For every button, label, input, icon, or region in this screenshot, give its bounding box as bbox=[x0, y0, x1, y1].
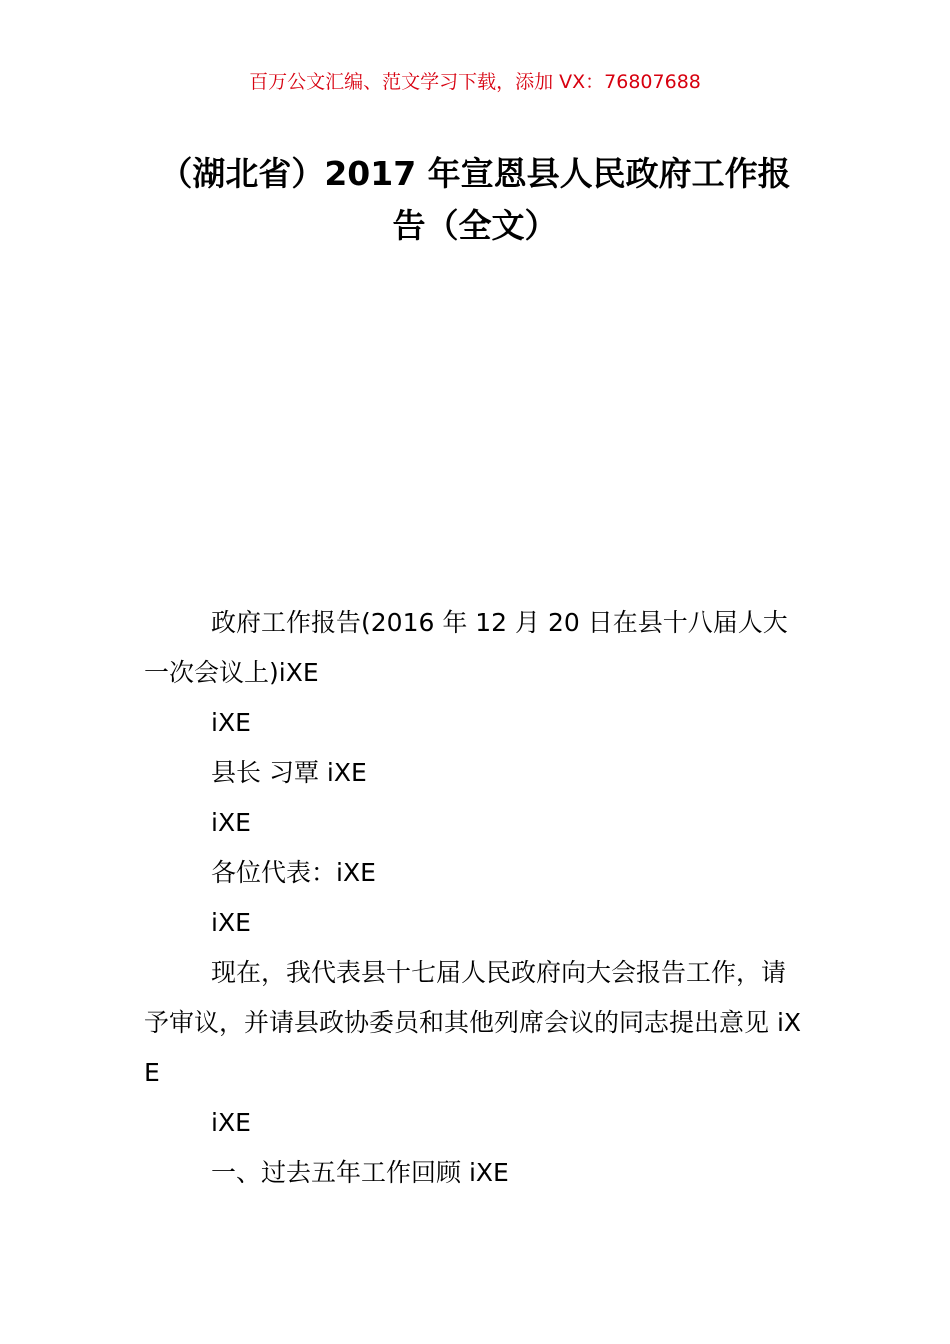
paragraph: iXE bbox=[211, 908, 251, 937]
paragraph: iXE bbox=[211, 1108, 251, 1137]
document-title-line-1: （湖北省）2017 年宣恩县人民政府工作报 bbox=[159, 154, 791, 193]
section-heading: 一、过去五年工作回顾 iXE bbox=[211, 1158, 509, 1187]
paragraph-intro: 现在，我代表县十七届人民政府向大会报告工作，请予审议，并请县政协委员和其他列席会议的同志提出意见 iXE bbox=[144, 958, 802, 1087]
paragraph-report-heading: 政府工作报告(2016 年 12 月 20 日在县十八届人大一次会议上)iXE bbox=[144, 608, 788, 687]
paragraph: iXE bbox=[211, 708, 251, 737]
paragraph: iXE bbox=[211, 808, 251, 837]
header-watermark-note: 百万公文汇编、范文学习下载，添加 VX：76807688 bbox=[249, 71, 701, 93]
paragraph-salutation: 各位代表：iXE bbox=[211, 858, 376, 887]
document-body bbox=[144, 598, 810, 1198]
document-title-line-2: 告（全文） bbox=[392, 206, 558, 245]
paragraph-speaker: 县长 习覃 iXE bbox=[211, 758, 367, 787]
document-title bbox=[140, 148, 810, 252]
